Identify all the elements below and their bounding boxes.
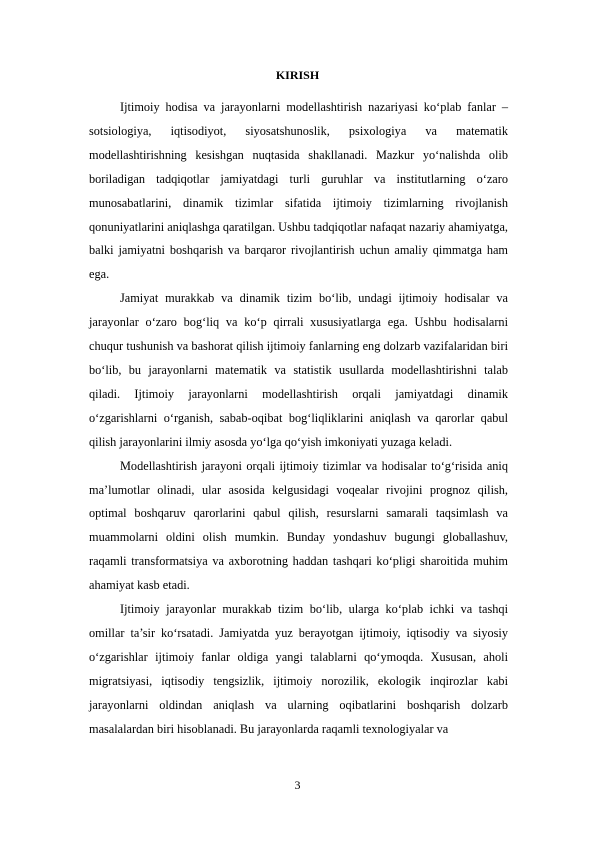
body-text bbox=[89, 96, 508, 741]
paragraph-4: Ijtimoiy jarayonlar murakkab tizim bo‘lib, ularga ko‘plab ichki va tashqi omillar ta’sir ko‘rsatadi. Jamiyatda yuz berayotgan ijtimoiy, iqtisodiy va siyosiy o‘zgarishlar ijtimoiy fanlar oldiga yangi talablarni qo‘ymoqda. Xususan, aholi migratsiyasi, iqtisodiy tengsizlik, ijtimoiy norozilik, ekologik inqirozlar kabi jarayonlarni oldindan aniqlash va ularning oqibatlarini boshqarish dolzarb masalalardan biri hisoblanadi. Bu jarayonlarda raqamli texnologiyalar va bbox=[89, 602, 508, 736]
paragraph-2: Jamiyat murakkab va dinamik tizim bo‘lib, undagi ijtimoiy hodisalar va jarayonlar o‘zaro bog‘liq va ko‘p qirrali xususiyatlarga ega. Ushbu hodisalarni chuqur tushunish va bashorat qilish ijtimoiy fanlarning eng dolzarb vazifalaridan biri bo‘lib, bu jarayonlarni matematik va statistik usullarda modellashtirishni talab qiladi. Ijtimoiy jarayonlarni modellashtirish orqali jamiyatdagi dinamik o‘zgarishlarni o‘rganish, sabab-oqibat bog‘liqliklarini aniqlash va qarorlar qabul qilish jarayonlarini ilmiy asosda yo‘lga qo‘yish imkoniyati yuzaga keladi. bbox=[89, 291, 508, 449]
paragraph-3: Modellashtirish jarayoni orqali ijtimoiy tizimlar va hodisalar to‘g‘risida aniq ma’lumotlar olinadi, ular asosida kelgusidagi voqealar rivojini prognoz qilish, optimal boshqaruv qarorlarini qabul qilish, resurslarni samarali taqsimlash va muammolarni oldini olish mumkin. Bunday yondashuv bugungi globallashuv, raqamli transformatsiya va axborotning haddan tashqari ko‘pligi sharoitida muhim ahamiyat kasb etadi. bbox=[89, 458, 508, 593]
page-number: 3 bbox=[294, 778, 301, 792]
page-title: KIRISH bbox=[275, 68, 320, 82]
paragraph-1: Ijtimoiy hodisa va jarayonlarni modellashtirish nazariyasi ko‘plab fanlar – sotsiologiya, iqtisodiyot, siyosatshunoslik, psixologiya va matematik modellashtirishning kesishgan nuqtasida shakllanadi. Mazkur yo‘nalishda olib boriladigan tadqiqotlar jamiyatdagi turli guruhlar va institutlarning o‘zaro munosabatlarini, dinamik tizimlar sifatida ijtimoiy tizimlarning rivojlanish qonuniyatlarini aniqlashga qaratilgan. Ushbu tadqiqotlar nafaqat nazariy ahamiyatga, balki jamiyatni boshqarish va barqaror rivojlantirish uchun amaliy qimmatga ham ega. bbox=[89, 100, 508, 282]
